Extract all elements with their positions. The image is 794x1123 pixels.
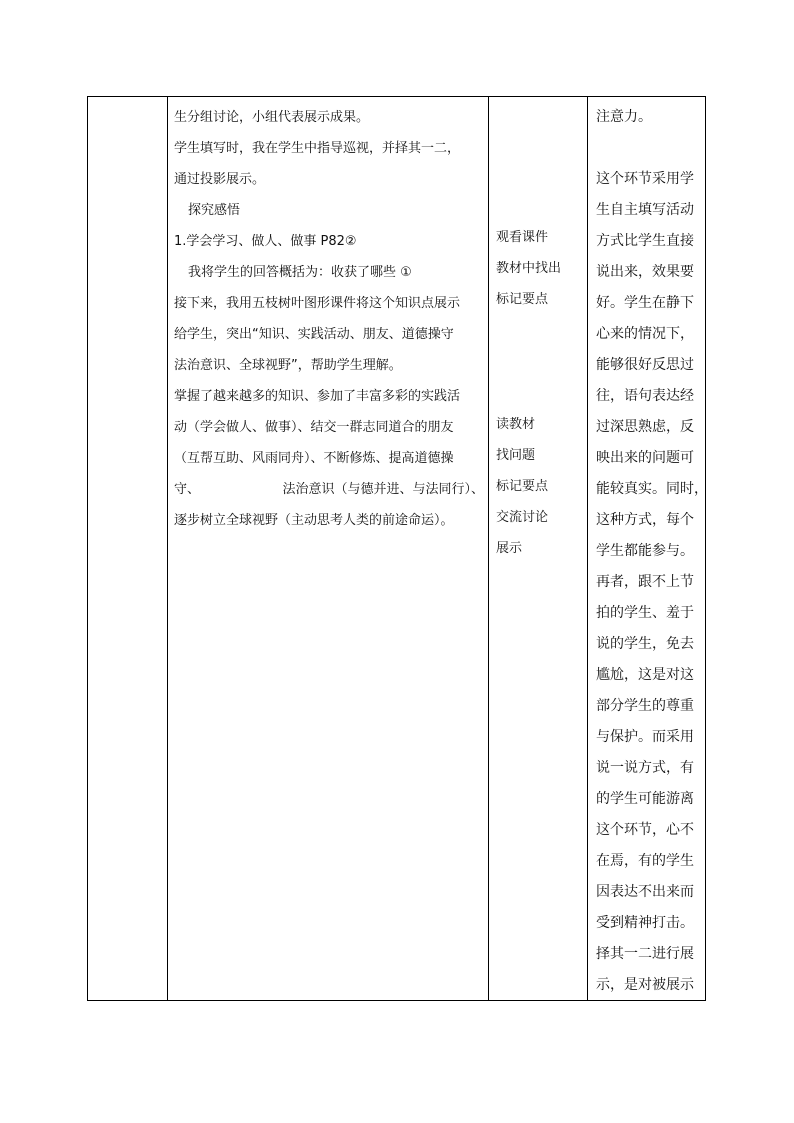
activity-item: 读教材 (496, 417, 536, 432)
paragraph: 示，是对被展示 (596, 977, 694, 993)
paragraph: 因表达不出来而 (596, 884, 694, 900)
paragraph: 掌握了越来越多的知识、参加了丰富多彩的实践活 (174, 389, 461, 404)
paragraph: 映出来的问题可 (596, 450, 694, 466)
paragraph: 往，语句表达经 (596, 388, 694, 404)
paragraph: 注意力。 (596, 109, 652, 125)
paragraph: 择其一二进行展 (596, 946, 694, 962)
activity-item: 找问题 (496, 448, 536, 463)
paragraph: 学生都能参与。 (596, 543, 694, 559)
paragraph: 生自主填写活动 (596, 202, 694, 218)
paragraph: （互帮互助、风雨同舟）、不断修炼、提高道德操 (174, 451, 454, 466)
paragraph: 好。学生在静下 (596, 295, 694, 311)
lesson-plan-table (87, 96, 706, 1001)
activity-item: 教材中找出 (496, 261, 562, 276)
paragraph: 与保护。而采用 (596, 729, 694, 745)
paragraph: 方式比学生直接 (596, 233, 694, 249)
paragraph: 通过投影展示。 (174, 172, 266, 187)
paragraph: 逐步树立全球视野（主动思考人类的前途命运）。 (174, 513, 454, 528)
paragraph: 部分学生的尊重 (596, 698, 694, 714)
paragraph: 说的学生，免去 (596, 636, 694, 652)
paragraph: 学生填写时，我在学生中指导巡视，并择其一二， (174, 141, 461, 156)
section-heading: 探究感悟 (188, 203, 241, 218)
paragraph: 能较真实。同时， (596, 481, 708, 497)
paragraph: 能够很好反思过 (596, 357, 694, 373)
student-activity-column (489, 97, 587, 1000)
paragraph: 说出来，效果要 (596, 264, 694, 280)
paragraph: 生分组讨论，小组代表展示成果。 (174, 110, 370, 125)
paragraph: 尴尬，这是对这 (596, 667, 694, 683)
list-item: 1.学会学习、做人、做事 P82② (174, 234, 357, 249)
paragraph: 接下来，我用五枝树叶图形课件将这个知识点展示 (174, 296, 461, 311)
activity-item: 标记要点 (496, 292, 549, 307)
paragraph: 受到精神打击。 (596, 915, 694, 931)
text-fragment: 法治意识（与德并进、与法同行）、 (282, 482, 484, 497)
paragraph: 这个环节，心不 (596, 822, 694, 838)
paragraph: 这个环节采用学 (596, 171, 694, 187)
paragraph: 再者，跟不上节 (596, 574, 694, 590)
activity-item: 观看课件 (496, 230, 549, 245)
paragraph: 我将学生的回答概括为：收获了哪些 ① (188, 265, 412, 280)
paragraph: 心来的情况下， (596, 326, 694, 342)
activity-item: 展示 (496, 541, 523, 556)
activity-item: 交流讨论 (496, 510, 549, 525)
design-intent-column (588, 97, 706, 1001)
paragraph: 动（学会做人、做事）、结交一群志同道合的朋友 (174, 420, 454, 435)
activity-item: 标记要点 (496, 479, 549, 494)
activity-group (496, 222, 561, 315)
paragraph: 拍的学生、羞于 (596, 605, 694, 621)
paragraph: 在焉，有的学生 (596, 853, 694, 869)
paragraph: 过深思熟虑，反 (596, 419, 694, 435)
activity-group (496, 409, 548, 564)
text-fragment: 守、 (174, 482, 201, 497)
paragraph: 给学生，突出“知识、实践活动、朋友、道德操守 (174, 327, 454, 342)
paragraph: 法治意识、全球视野”，帮助学生理解。 (174, 358, 402, 373)
paragraph: 说一说方式，有 (596, 760, 694, 776)
paragraph: 的学生可能游离 (596, 791, 694, 807)
paragraph: 这种方式，每个 (596, 512, 694, 528)
paragraph (174, 474, 484, 505)
teacher-activity-column (168, 97, 488, 536)
